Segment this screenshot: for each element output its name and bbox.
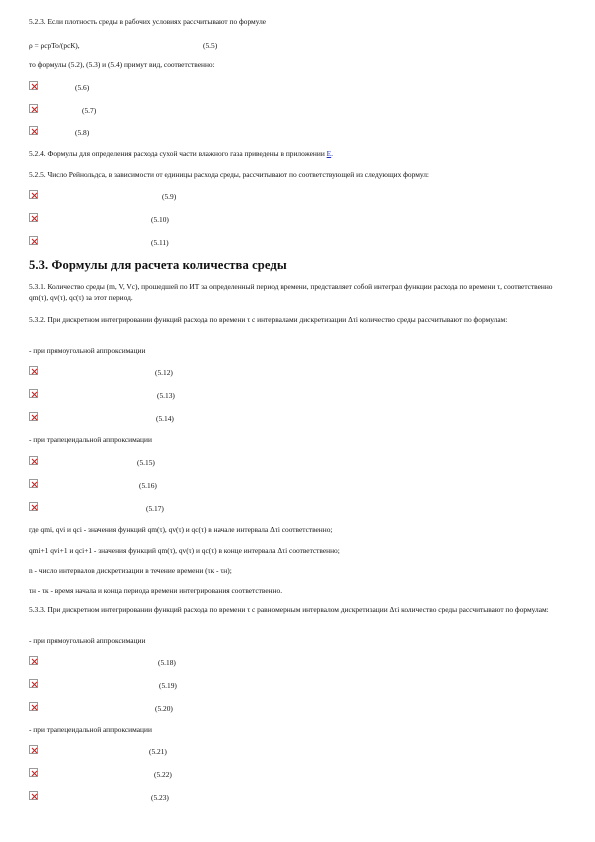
formula-row-5-18 xyxy=(29,656,329,670)
formula-number: (5.19) xyxy=(159,681,177,690)
broken-image-icon xyxy=(29,768,38,777)
broken-image-icon xyxy=(29,745,38,754)
formula-row-5-11 xyxy=(29,236,329,250)
formula-number: (5.14) xyxy=(156,414,174,423)
paragraph-time-bounds: τн - τк - время начала и конца периода времени интегрирования соответственно. xyxy=(29,586,283,595)
broken-image-icon xyxy=(29,656,38,665)
broken-image-icon xyxy=(29,702,38,711)
appendix-link[interactable]: Е xyxy=(326,149,332,158)
trap-approx-label: - при трапецеидальной аппроксимации xyxy=(29,435,152,444)
trap-approx-label: - при трапецеидальной аппроксимации xyxy=(29,725,152,734)
formula-row-5-9 xyxy=(29,190,329,204)
formula-row-5-22 xyxy=(29,768,329,782)
paragraph-end: . xyxy=(331,149,334,158)
formula-number: (5.21) xyxy=(149,747,167,756)
formula-row-5-12 xyxy=(29,366,329,380)
formula-row-5-15 xyxy=(29,456,329,470)
formula-number: (5.11) xyxy=(151,238,169,247)
paragraph-5-3-1: 5.3.1. Количество среды (m, V, Vc), прошедшей по ИТ за определенный период времени, представляет собой интеграл функции расхода по времени τ, соответственно qm(τ), qv(τ), qc(τ) за этот период. xyxy=(29,282,553,302)
formula-row-5-19 xyxy=(29,679,329,693)
formula-number: (5.20) xyxy=(155,704,173,713)
formula-number: (5.18) xyxy=(158,658,176,667)
paragraph-where-end: qmi+1 qvi+1 и qci+1 - значения функций qm(τ), qv(τ) и qc(τ) в конце интервала Δτi соответственно; xyxy=(29,546,340,555)
formula-number: (5.12) xyxy=(155,368,173,377)
formula-row-5-16 xyxy=(29,479,329,493)
density-formula-text: ρ = ρcpТо/(рсК), xyxy=(29,41,80,50)
formula-row-5-23 xyxy=(29,791,329,805)
formula-number: (5.9) xyxy=(162,192,177,201)
broken-image-icon xyxy=(29,502,38,511)
broken-image-icon xyxy=(29,236,38,245)
broken-image-icon xyxy=(29,412,38,421)
paragraph-5-2-4 xyxy=(29,149,333,159)
rect-approx-label: - при прямоугольной аппроксимации xyxy=(29,346,146,355)
formula-number: (5.8) xyxy=(75,128,90,137)
paragraph-5-2-5: 5.2.5. Число Рейнольдса, в зависимости от единицы расхода среды, рассчитывают по соответствующей из следующих формул: xyxy=(29,170,429,179)
formula-row-5-6 xyxy=(29,81,329,95)
formula-row-5-8 xyxy=(29,126,329,140)
formula-number: (5.17) xyxy=(146,504,164,513)
broken-image-icon xyxy=(29,126,38,135)
paragraph-5-2-3: 5.2.3. Если плотность среды в рабочих условиях рассчитывают по формуле xyxy=(29,17,267,26)
paragraph-text: 5.2.4. Формулы для определения расхода сухой части влажного газа приведены в приложении xyxy=(29,149,327,158)
formula-number: (5.7) xyxy=(82,106,97,115)
broken-image-icon xyxy=(29,213,38,222)
formula-row-5-21 xyxy=(29,745,329,759)
formula-row-5-20 xyxy=(29,702,329,716)
broken-image-icon xyxy=(29,104,38,113)
formula-row-5-13 xyxy=(29,389,329,403)
density-formula-line xyxy=(29,41,229,51)
formula-row-5-17 xyxy=(29,502,329,516)
broken-image-icon xyxy=(29,791,38,800)
formula-row-5-14 xyxy=(29,412,329,426)
paragraph-5-3-2: 5.3.2. При дискретном интегрировании функций расхода по времени τ с интервалами дискретизации Δτi количество среды рассчитывают по формулам: xyxy=(29,315,508,324)
paragraph-n-intervals: n - число интервалов дискретизации в течение времени (τк - τн); xyxy=(29,566,232,575)
paragraph-where-start: где qmi, qvi и qci - значения функций qm(τ), qv(τ) и qc(τ) в начале интервала Δτi соответственно; xyxy=(29,525,333,534)
broken-image-icon xyxy=(29,479,38,488)
formula-number: (5.22) xyxy=(154,770,172,779)
section-heading-5-3: 5.3. Формулы для расчета количества среды xyxy=(29,258,287,272)
broken-image-icon xyxy=(29,679,38,688)
formula-number: (5.16) xyxy=(139,481,157,490)
formula-row-5-7 xyxy=(29,104,329,118)
broken-image-icon xyxy=(29,389,38,398)
formula-number: (5.10) xyxy=(151,215,169,224)
paragraph-5-3-3: 5.3.3. При дискретном интегрировании функций расхода по времени τ с равномерным интервалом дискретизации Δτi количество среды рассчитывают по формулам: xyxy=(29,605,549,614)
formula-number: (5.6) xyxy=(75,83,90,92)
broken-image-icon xyxy=(29,366,38,375)
formula-number: (5.13) xyxy=(157,391,175,400)
broken-image-icon xyxy=(29,81,38,90)
formula-row-5-10 xyxy=(29,213,329,227)
rect-approx-label: - при прямоугольной аппроксимации xyxy=(29,636,146,645)
formula-number: (5.23) xyxy=(151,793,169,802)
paragraph-formulas-take-form: то формулы (5.2), (5.3) и (5.4) примут вид, соответственно: xyxy=(29,60,215,69)
formula-number: (5.15) xyxy=(137,458,155,467)
formula-number: (5.5) xyxy=(203,41,218,50)
broken-image-icon xyxy=(29,190,38,199)
broken-image-icon xyxy=(29,456,38,465)
